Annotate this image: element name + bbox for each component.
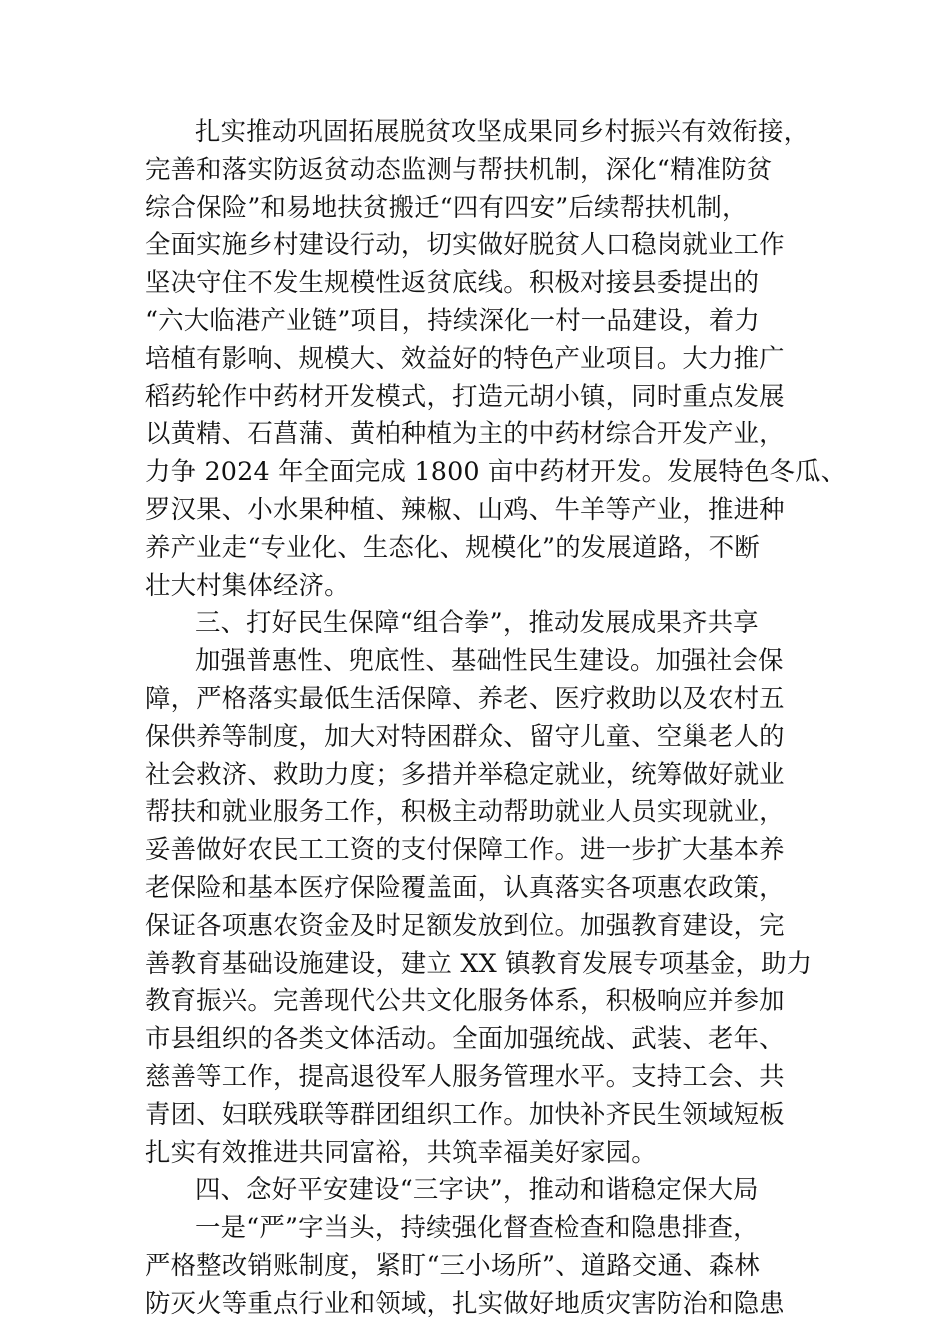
paragraph-line: 完善和落实防返贫动态监测与帮扶机制，深化“精准防贫 [145,153,773,184]
paragraph-line: 保供养等制度，加大对特困群众、留守儿童、空巢老人的 [145,720,785,751]
paragraph-line: 扎实有效推进共同富裕，共筑幸福美好家园。 [145,1136,657,1167]
section-heading: 三、打好民生保障“组合拳”，推动发展成果齐共享 [195,607,759,638]
paragraph-line: “六大临港产业链”项目，持续深化一村一品建设，着力 [145,304,760,335]
paragraph-line: 帮扶和就业服务工作，积极主动帮助就业人员实现就业， [145,796,785,827]
paragraph-line: 全面实施乡村建设行动，切实做好脱贫人口稳岗就业工作 [145,229,785,260]
paragraph-line: 社会救济、救助力度；多措并举稳定就业，统筹做好就业 [145,758,785,789]
paragraph-line: 青团、妇联残联等群团组织工作。加快补齐民生领域短板 [145,1098,785,1129]
paragraph-line: 防灭火等重点行业和领域，扎实做好地质灾害防治和隐患 [145,1287,785,1318]
paragraph-line: 稻药轮作中药材开发模式，打造元胡小镇，同时重点发展 [145,380,785,411]
paragraph-line: 教育振兴。完善现代公共文化服务体系，积极响应并参加 [145,985,785,1016]
paragraph-line: 市县组织的各类文体活动。全面加强统战、武装、老年、 [145,1023,785,1054]
paragraph-line: 严格整改销账制度，紧盯“三小场所”、道路交通、森林 [145,1249,760,1280]
paragraph-line: 老保险和基本医疗保险覆盖面，认真落实各项惠农政策， [145,871,785,902]
paragraph-line: 保证各项惠农资金及时足额发放到位。加强教育建设，完 [145,909,785,940]
paragraph-line: 壮大村集体经济。 [145,569,350,600]
paragraph-line: 养产业走“专业化、生态化、规模化”的发展道路，不断 [145,531,760,562]
paragraph-line: 坚决守住不发生规模性返贫底线。积极对接县委提出的 [145,267,760,298]
paragraph-line: 罗汉果、小水果种植、辣椒、山鸡、牛羊等产业，推进种 [145,493,785,524]
paragraph-line: 以黄精、石菖蒲、黄柏种植为主的中药材综合开发产业， [145,418,785,449]
document-body [145,113,845,1323]
section-heading: 四、念好平安建设“三字诀”，推动和谐稳定保大局 [195,1174,759,1205]
paragraph-line: 加强普惠性、兜底性、基础性民生建设。加强社会保 [195,645,784,676]
paragraph-line: 力争 2024 年全面完成 1800 亩中药材开发。发展特色冬瓜、 [145,456,847,487]
paragraph-line: 障，严格落实最低生活保障、养老、医疗救助以及农村五 [145,682,785,713]
paragraph-line: 妥善做好农民工工资的支付保障工作。进一步扩大基本养 [145,834,785,865]
paragraph-line: 扎实推动巩固拓展脱贫攻坚成果同乡村振兴有效衔接， [195,116,810,146]
paragraph-line: 综合保险”和易地扶贫搬迁“四有四安”后续帮扶机制， [145,191,748,222]
paragraph-line: 慈善等工作，提高退役军人服务管理水平。支持工会、共 [145,1060,785,1091]
paragraph-line: 善教育基础设施建设，建立 XX 镇教育发展专项基金，助力 [145,947,813,978]
paragraph-line: 培植有影响、规模大、效益好的特色产业项目。大力推广 [145,342,785,373]
paragraph-line: 一是“严”字当头，持续强化督查检查和隐患排查， [195,1212,759,1243]
